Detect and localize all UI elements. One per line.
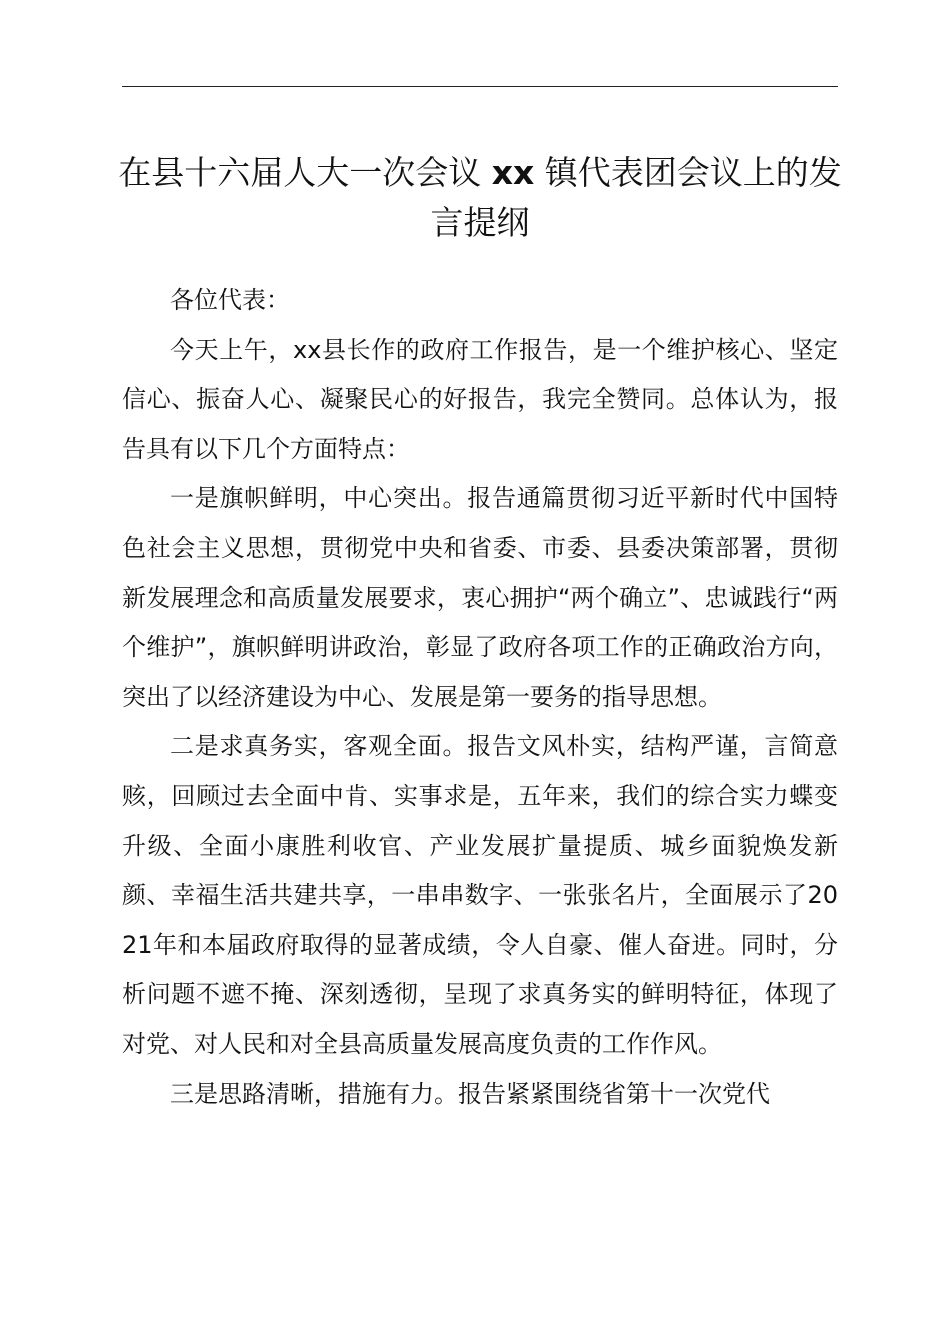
paragraph-point-2: 二是求真务实，客观全面。报告文风朴实，结构严谨，言简意赅，回顾过去全面中肯、实事求是，五年来，我们的综合实力蝶变升级、全面小康胜利收官、产业发展扩量提质、城乡面貌焕发新颜、幸福生活共建共享，一串串数字、一张张名片，全面展示了2021年和本届政府取得的显著成绩，令人自豪、催人奋进。同时，分析问题不遮不掩、深刻透彻，呈现了求真务实的鲜明特征，体现了对党、对人民和对全县高质量发展高度负责的工作作风。 xyxy=(122,732,838,1058)
title-text-latin: xx xyxy=(491,153,535,192)
paragraph-point-3: 三是思路清晰，措施有力。报告紧紧围绕省第十一次党代 xyxy=(170,1079,770,1108)
salutation: 各位代表： xyxy=(170,286,290,314)
paragraph-intro: 今天上午，xx县长作的政府工作报告，是一个维护核心、坚定信心、振奋人心、凝聚民心的好报告，我完全赞同。总体认为，报告具有以下几个方面特点： xyxy=(122,335,838,463)
document-title xyxy=(110,148,850,248)
header-rule xyxy=(122,86,838,87)
document-body xyxy=(122,276,838,1119)
title-text-part2: 镇代表团会议上的发言提纲 xyxy=(430,153,842,242)
title-text-part1: 在县十六届人大一次会议 xyxy=(118,153,482,192)
paragraph-point-1: 一是旗帜鲜明，中心突出。报告通篇贯彻习近平新时代中国特色社会主义思想，贯彻党中央和省委、市委、县委决策部署，贯彻新发展理念和高质量发展要求，衷心拥护“两个确立”、忠诚践行“两个维护”，旗帜鲜明讲政治，彰显了政府各项工作的正确政治方向，突出了以经济建设为中心、发展是第一要务的指导思想。 xyxy=(122,484,838,711)
